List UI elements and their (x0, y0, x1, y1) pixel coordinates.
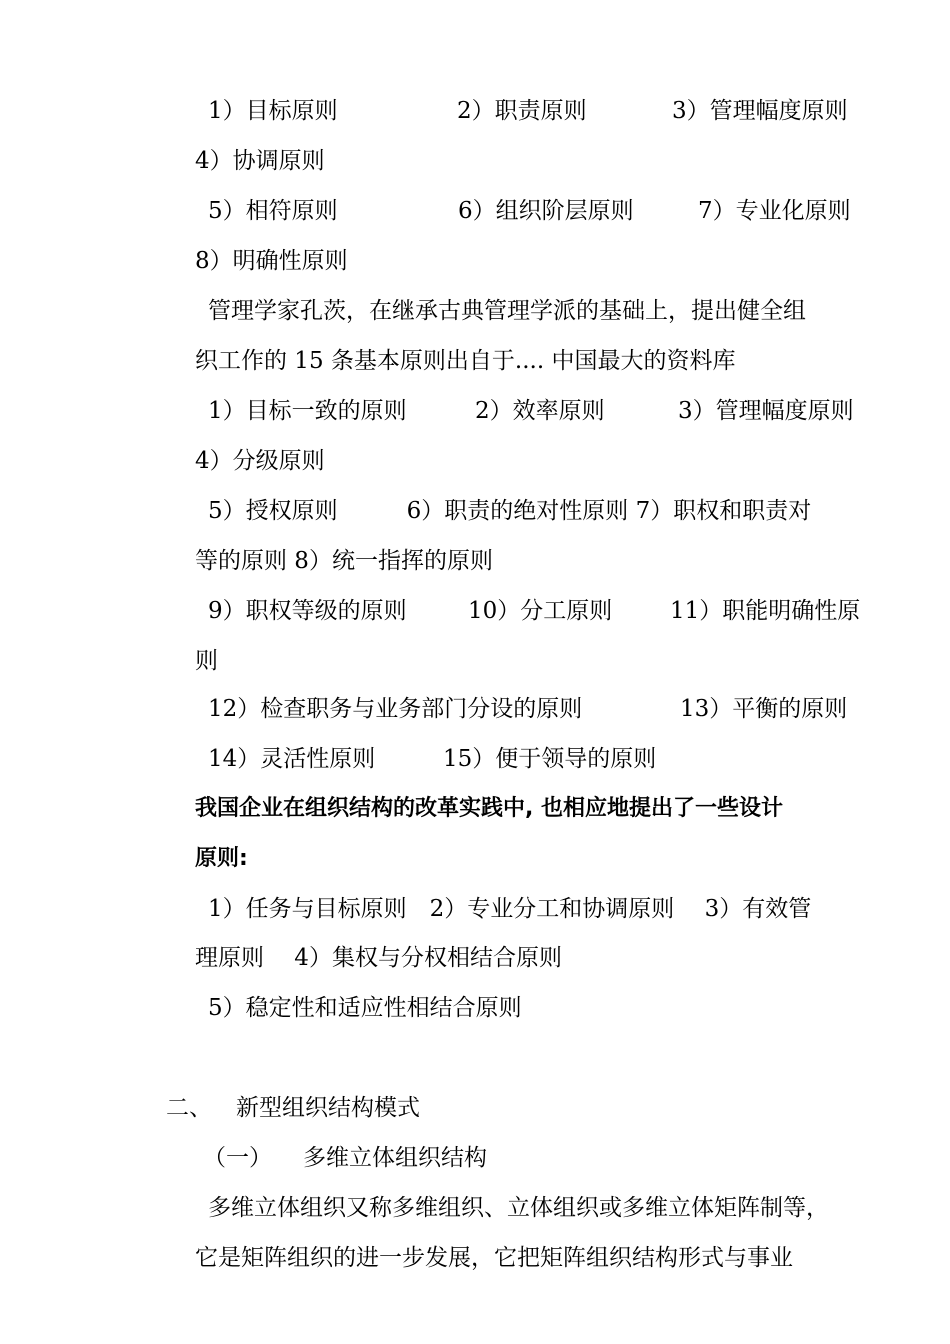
list-item: 11）职能明确性原 (670, 598, 861, 624)
list-item: 5）相符原则 (208, 198, 338, 224)
list-item: 10）分工原则 (468, 598, 613, 624)
list-item: 2）效率原则 (475, 398, 605, 424)
list-item: 14）灵活性原则 (208, 746, 376, 772)
list-item: 13）平衡的原则 (680, 696, 848, 722)
list-item: 4）协调原则 (195, 148, 325, 174)
list-item: 7）专业化原则 (698, 198, 851, 224)
section-title: 新型组织结构模式 (236, 1095, 420, 1121)
list-item: 等的原则 8）统一指挥的原则 (195, 548, 493, 574)
paragraph-line: 织工作的 15 条基本原则出自于.... 中国最大的资料库 (195, 348, 736, 374)
list-item: 6）组织阶层原则 (458, 198, 634, 224)
list-item: 8）明确性原则 (195, 248, 348, 274)
bold-paragraph-line: 我国企业在组织结构的改革实践中, 也相应地提出了一些设计 (195, 796, 784, 821)
list-item: 则 (195, 648, 218, 674)
list-item: 9）职权等级的原则 (208, 598, 407, 624)
list-item: 理原则 4）集权与分权相结合原则 (195, 945, 562, 971)
list-item: 2）职责原则 (457, 98, 587, 124)
paragraph-line: 多维立体组织又称多维组织、立体组织或多维立体矩阵制等， (208, 1195, 829, 1221)
list-item: 5）授权原则 6）职责的绝对性原则 7）职权和职责对 (208, 498, 812, 524)
paragraph-line: 管理学家孔茨，在继承古典管理学派的基础上，提出健全组 (208, 298, 806, 324)
bold-paragraph-line: 原则: (195, 846, 248, 871)
subsection-title: 多维立体组织结构 (303, 1145, 487, 1171)
list-item: 3）管理幅度原则 (678, 398, 854, 424)
list-item: 1）任务与目标原则 2）专业分工和协调原则 3）有效管 (208, 896, 812, 922)
section-number: 二、 (166, 1095, 212, 1121)
list-item: 5）稳定性和适应性相结合原则 (208, 995, 522, 1021)
paragraph-line: 它是矩阵组织的进一步发展，它把矩阵组织结构形式与事业 (195, 1245, 793, 1271)
list-item: 15）便于领导的原则 (443, 746, 657, 772)
list-item: 1）目标原则 (208, 98, 338, 124)
list-item: 12）检查职务与业务部门分设的原则 (208, 696, 583, 722)
list-item: 1）目标一致的原则 (208, 398, 407, 424)
list-item: 3）管理幅度原则 (672, 98, 848, 124)
list-item: 4）分级原则 (195, 448, 325, 474)
subsection-number: （一） (203, 1145, 272, 1171)
